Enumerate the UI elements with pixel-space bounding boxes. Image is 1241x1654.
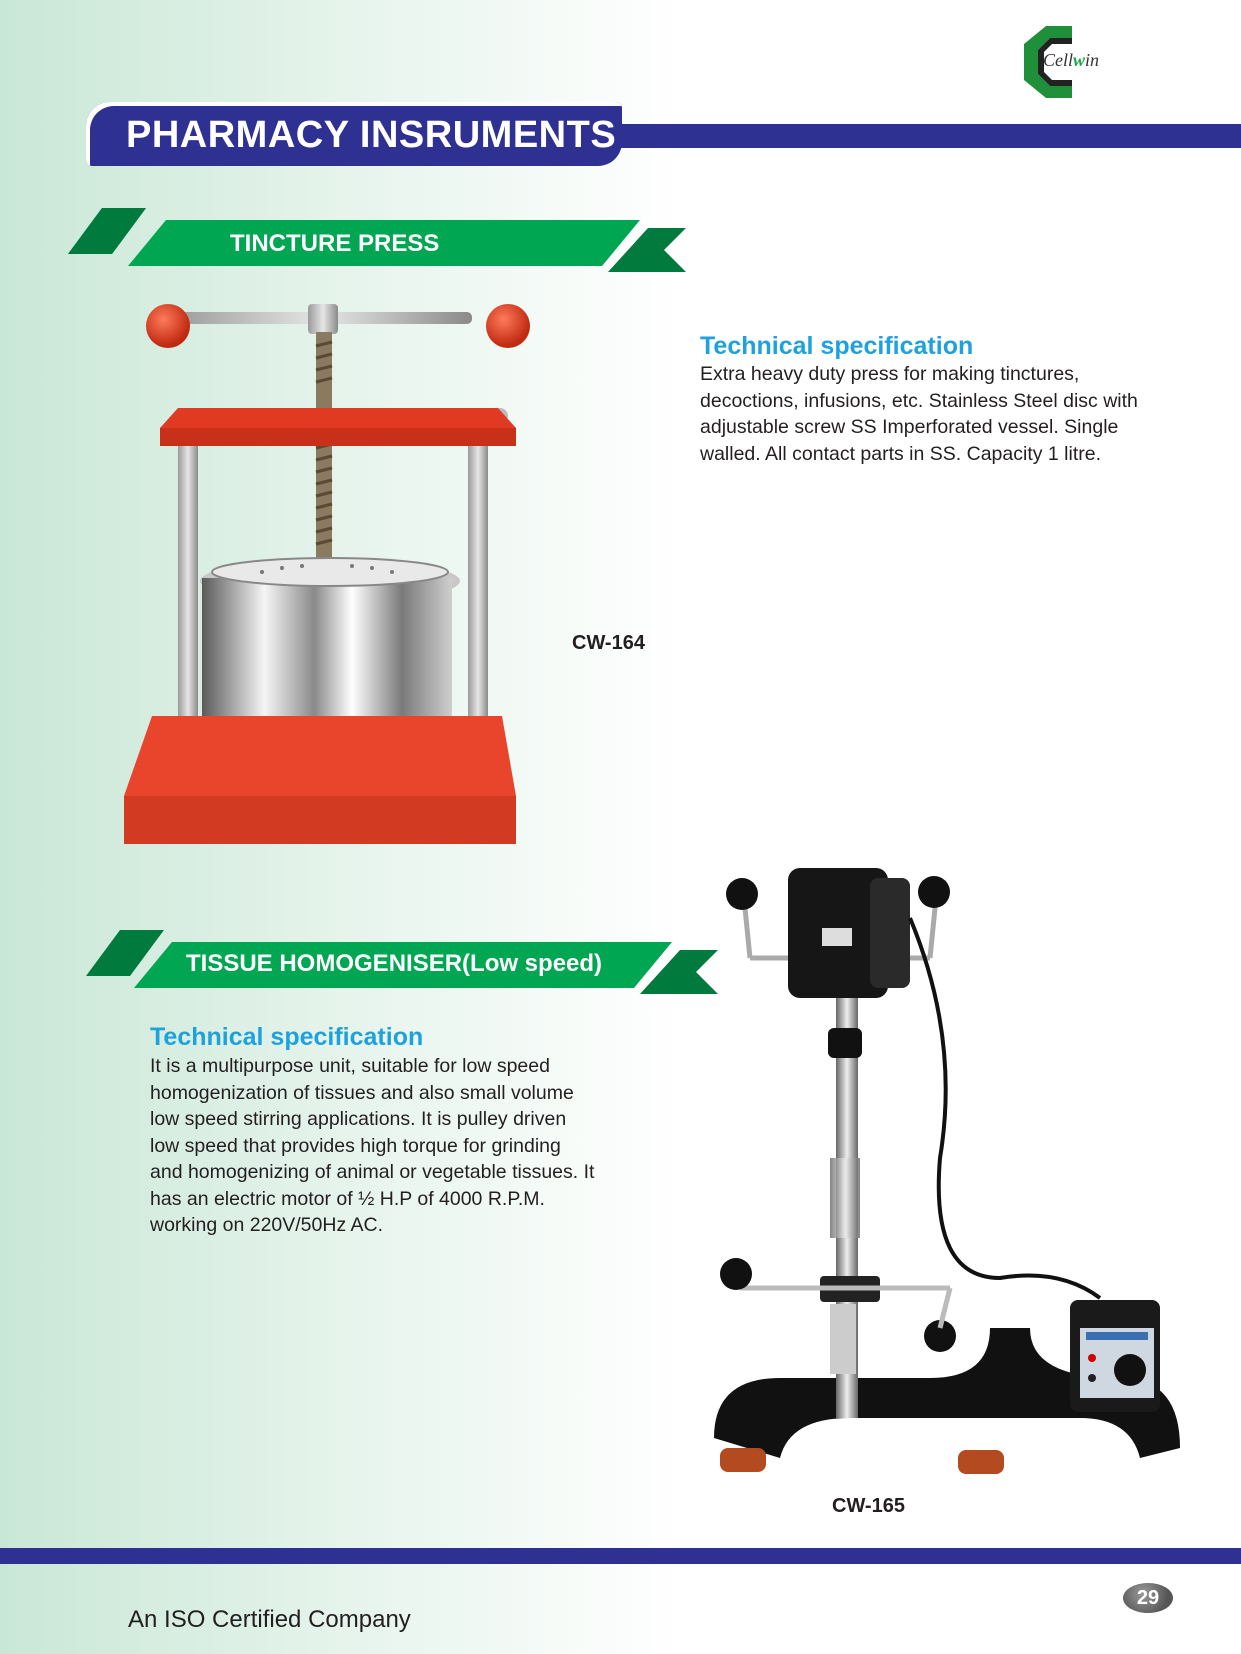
model-number-cw-164: CW-164 bbox=[572, 632, 645, 654]
spec-text-tincture-press bbox=[700, 361, 1163, 467]
model-number-cw-165: CW-165 bbox=[832, 1495, 905, 1517]
footer-tagline: An ISO Certified Company bbox=[128, 1606, 411, 1633]
spec-line: low speed stirring applications. It is pulley driven bbox=[150, 1108, 567, 1130]
page-title: PHARMACY INSRUMENTS bbox=[126, 114, 617, 156]
header-rule bbox=[600, 124, 1241, 148]
footer-rule bbox=[0, 1548, 1241, 1564]
spec-line: decoctions, infusions, etc. Stainless Steel disc with bbox=[700, 389, 1138, 412]
spec-line: adjustable screw SS Imperforated vessel. Single bbox=[700, 416, 1119, 438]
section-title-tissue-homogeniser: TISSUE HOMOGENISER(Low speed) bbox=[186, 950, 603, 977]
spec-line: low speed that provides high torque for grinding bbox=[150, 1134, 561, 1157]
page-number-badge: 29 bbox=[1123, 1583, 1173, 1613]
spec-heading-tissue-homogeniser: Technical specification bbox=[150, 1023, 424, 1051]
tissue-homogeniser-image bbox=[700, 858, 1180, 1518]
section-title-tincture-press: TINCTURE PRESS bbox=[230, 230, 440, 257]
spec-line: homogenization of tissues and also small volume bbox=[150, 1081, 574, 1104]
spec-line: It is a multipurpose unit, suitable for low speed bbox=[150, 1055, 550, 1077]
spec-heading-tincture-press: Technical specification bbox=[700, 332, 974, 360]
spec-text-tissue-homogeniser bbox=[150, 1053, 610, 1239]
spec-line: walled. All contact parts in SS. Capacity 1 litre. bbox=[700, 442, 1102, 465]
spec-line: and homogenizing of animal or vegetable tissues. It bbox=[150, 1161, 595, 1183]
spec-line: working on 220V/50Hz AC. bbox=[150, 1214, 384, 1236]
spec-line: has an electric motor of ½ H.P of 4000 R.P.M. bbox=[150, 1187, 545, 1210]
tincture-press-image bbox=[122, 296, 552, 906]
logo-wordmark: Cellwin bbox=[1043, 50, 1100, 70]
spec-line: Extra heavy duty press for making tinctures, bbox=[700, 363, 1080, 385]
